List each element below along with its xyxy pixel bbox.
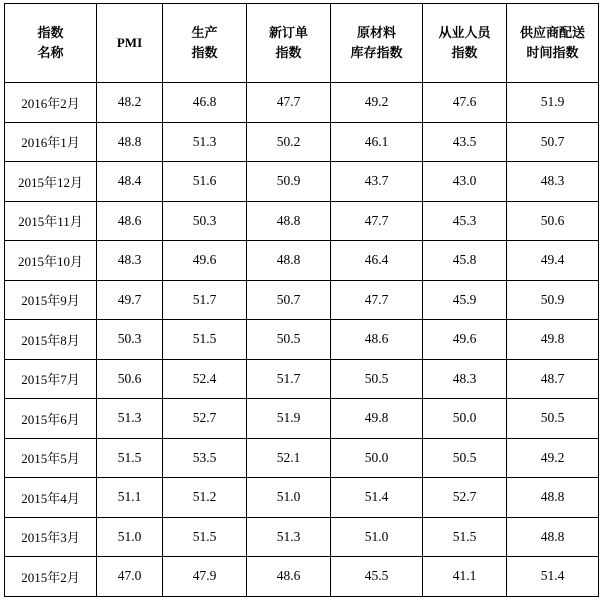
cell-value: 47.7 (331, 201, 423, 241)
cell-value: 50.3 (163, 201, 247, 241)
table-body (5, 83, 599, 597)
cell-value: 49.4 (507, 241, 599, 281)
cell-value: 50.7 (247, 280, 331, 320)
cell-value: 49.6 (163, 241, 247, 281)
table-row (5, 438, 599, 478)
cell-month: 2015年8月 (5, 320, 97, 360)
cell-value: 43.5 (423, 122, 507, 162)
cell-value: 51.5 (97, 438, 163, 478)
cell-value: 47.9 (163, 557, 247, 597)
cell-value: 45.9 (423, 280, 507, 320)
cell-value: 48.6 (331, 320, 423, 360)
cell-value: 51.0 (331, 517, 423, 557)
cell-month: 2016年1月 (5, 122, 97, 162)
cell-value: 51.3 (247, 517, 331, 557)
table-row (5, 122, 599, 162)
cell-month: 2015年7月 (5, 359, 97, 399)
table-row (5, 517, 599, 557)
cell-value: 47.6 (423, 83, 507, 123)
cell-value: 43.7 (331, 162, 423, 202)
cell-value: 48.4 (97, 162, 163, 202)
cell-value: 50.9 (507, 280, 599, 320)
cell-value: 48.6 (247, 557, 331, 597)
cell-value: 49.8 (331, 399, 423, 439)
cell-value: 52.1 (247, 438, 331, 478)
cell-value: 45.5 (331, 557, 423, 597)
cell-month: 2015年2月 (5, 557, 97, 597)
cell-value: 48.3 (423, 359, 507, 399)
column-header-raw-material-inventory-index: 原材料 库存指数 (331, 4, 423, 83)
column-header-employment-index: 从业人员 指数 (423, 4, 507, 83)
cell-value: 43.0 (423, 162, 507, 202)
cell-value: 51.1 (97, 478, 163, 518)
cell-value: 52.7 (423, 478, 507, 518)
cell-value: 48.3 (97, 241, 163, 281)
cell-value: 51.4 (507, 557, 599, 597)
cell-value: 50.3 (97, 320, 163, 360)
cell-value: 51.5 (423, 517, 507, 557)
cell-value: 51.9 (247, 399, 331, 439)
cell-value: 52.7 (163, 399, 247, 439)
cell-value: 51.0 (97, 517, 163, 557)
table-row (5, 280, 599, 320)
cell-value: 49.2 (507, 438, 599, 478)
cell-value: 45.3 (423, 201, 507, 241)
cell-value: 51.2 (163, 478, 247, 518)
cell-value: 50.6 (507, 201, 599, 241)
column-header-new-orders-index: 新订单 指数 (247, 4, 331, 83)
cell-value: 50.7 (507, 122, 599, 162)
cell-value: 51.5 (163, 320, 247, 360)
table-header (5, 4, 599, 83)
cell-value: 46.8 (163, 83, 247, 123)
table-row (5, 399, 599, 439)
cell-value: 52.4 (163, 359, 247, 399)
table-row (5, 162, 599, 202)
cell-value: 47.0 (97, 557, 163, 597)
cell-value: 50.6 (97, 359, 163, 399)
cell-value: 51.3 (97, 399, 163, 439)
cell-value: 53.5 (163, 438, 247, 478)
cell-value: 48.8 (97, 122, 163, 162)
cell-value: 51.7 (247, 359, 331, 399)
table-row (5, 241, 599, 281)
cell-value: 51.6 (163, 162, 247, 202)
table-row (5, 320, 599, 360)
table-row (5, 83, 599, 123)
cell-value: 47.7 (247, 83, 331, 123)
cell-value: 48.7 (507, 359, 599, 399)
cell-value: 48.8 (507, 478, 599, 518)
cell-value: 49.6 (423, 320, 507, 360)
cell-value: 50.5 (331, 359, 423, 399)
column-header-index-name: 指数 名称 (5, 4, 97, 83)
cell-value: 46.1 (331, 122, 423, 162)
document-page (0, 3, 602, 602)
table-row (5, 359, 599, 399)
cell-value: 51.4 (331, 478, 423, 518)
cell-value: 51.7 (163, 280, 247, 320)
cell-month: 2015年5月 (5, 438, 97, 478)
table-row (5, 201, 599, 241)
cell-value: 48.8 (247, 241, 331, 281)
cell-month: 2015年6月 (5, 399, 97, 439)
cell-month: 2016年2月 (5, 83, 97, 123)
cell-month: 2015年9月 (5, 280, 97, 320)
column-header-pmi: PMI (97, 4, 163, 83)
cell-value: 47.7 (331, 280, 423, 320)
cell-value: 50.0 (423, 399, 507, 439)
cell-month: 2015年3月 (5, 517, 97, 557)
cell-month: 2015年12月 (5, 162, 97, 202)
cell-value: 50.5 (247, 320, 331, 360)
cell-value: 51.5 (163, 517, 247, 557)
cell-value: 50.9 (247, 162, 331, 202)
cell-value: 49.7 (97, 280, 163, 320)
cell-value: 48.6 (97, 201, 163, 241)
cell-value: 49.8 (507, 320, 599, 360)
cell-value: 49.2 (331, 83, 423, 123)
cell-value: 48.3 (507, 162, 599, 202)
cell-value: 48.8 (507, 517, 599, 557)
column-header-production-index: 生产 指数 (163, 4, 247, 83)
cell-value: 50.5 (423, 438, 507, 478)
table-header-row (5, 4, 599, 83)
cell-month: 2015年4月 (5, 478, 97, 518)
cell-value: 41.1 (423, 557, 507, 597)
cell-value: 50.0 (331, 438, 423, 478)
column-header-supplier-delivery-time-index: 供应商配送 时间指数 (507, 4, 599, 83)
table-row (5, 557, 599, 597)
table-row (5, 478, 599, 518)
pmi-index-table (4, 3, 599, 597)
cell-value: 51.9 (507, 83, 599, 123)
cell-value: 46.4 (331, 241, 423, 281)
cell-value: 48.8 (247, 201, 331, 241)
cell-value: 50.5 (507, 399, 599, 439)
cell-value: 50.2 (247, 122, 331, 162)
cell-value: 45.8 (423, 241, 507, 281)
cell-value: 51.0 (247, 478, 331, 518)
cell-month: 2015年11月 (5, 201, 97, 241)
cell-month: 2015年10月 (5, 241, 97, 281)
cell-value: 51.3 (163, 122, 247, 162)
cell-value: 48.2 (97, 83, 163, 123)
